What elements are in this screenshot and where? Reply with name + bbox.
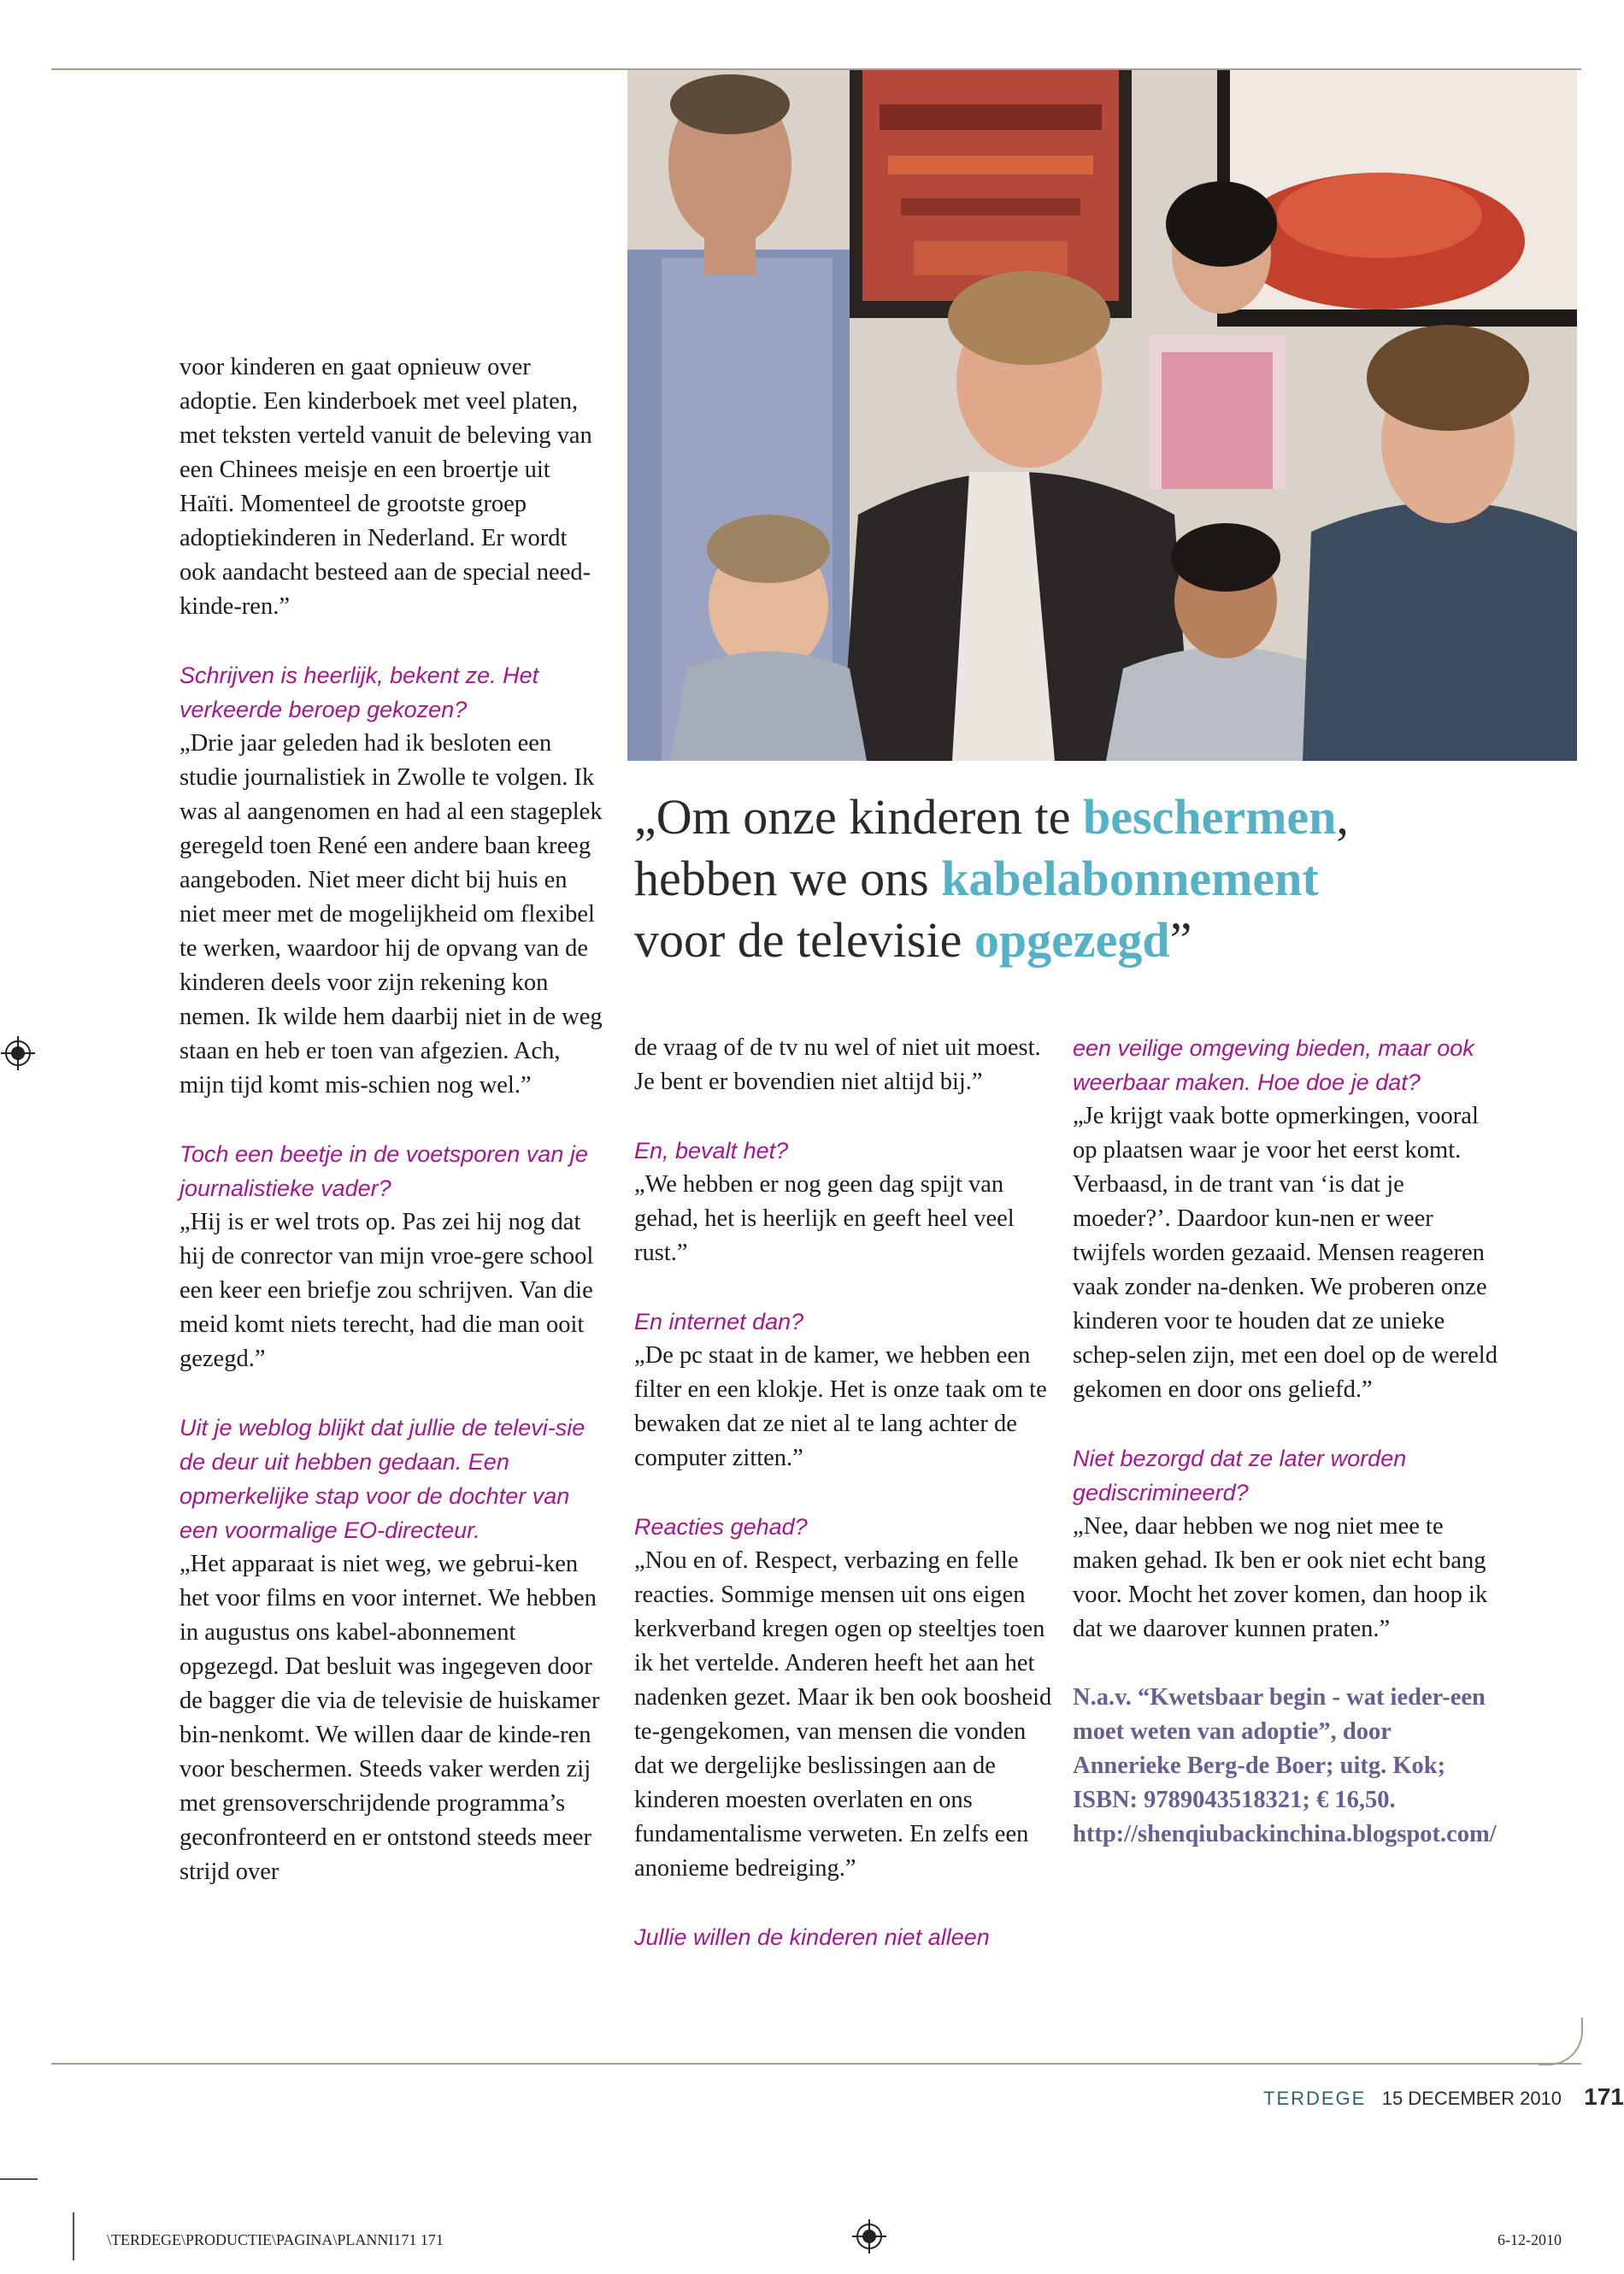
page-footer — [1263, 2083, 1624, 2111]
pull-quote — [634, 786, 1574, 971]
col2-question-1: En, bevalt het? — [634, 1138, 789, 1164]
print-slug-date: 6-12-2010 — [1497, 2231, 1562, 2248]
col1-question-2: Toch een beetje in de voetsporen van je journalistieke vader? — [179, 1141, 588, 1201]
col3-answer-1: „Je krijgt vaak botte opmerkingen, vooral op plaatsen waar je voor het eerst komt. Verbaasd, in de trant van ‘is dat je moeder?’. Daardoor kun-nen er weer twijfels worden gezaaid. Mensen reageren vaak zonder na-denken. We proberen onze kinderen voor te houden dat ze unieke schep-selen zijn, met een doel op de wereld gekomen en door ons geliefd.” — [1073, 1103, 1497, 1403]
family-photo-illustration — [627, 70, 1577, 761]
col2-answer-2: „De pc staat in de kamer, we hebben een filter en een klokje. Het is onze taak om te bewaken dat ze niet al te lang achter de computer zitten.” — [634, 1342, 1047, 1471]
col2-answer-3: „Nou en of. Respect, verbazing en felle reacties. Sommige mensen uit ons eigen kerkverband kregen ogen op steeltjes toen ik het vertelde. Anderen heeft het aan het nadenken gezet. Maar ik ben ook boosheid te-gengekomen, van mensen die vonden dat we dergelijke beslissingen aan de kinderen moesten overlaten en ons fundamentalisme verweten. En zelfs een anonieme bedreiging.” — [634, 1547, 1052, 1882]
col1-answer-1: „Drie jaar geleden had ik besloten een studie journalistiek in Zwolle te volgen. Ik was al aangenomen en had al een stageplek geregeld toen René een andere baan kreeg aangeboden. Niet meer dicht bij huis en niet meer met de mogelijkheid om flexibel te werken, waardoor hij de opvang van de kinderen deels voor zijn rekening kon nemen. Ik wilde hem daarbij niet in de weg staan en heb er toen van afgezien. Ach, mijn tijd komt mis-schien nog wel.” — [179, 730, 603, 1099]
book-credit: N.a.v. “Kwetsbaar begin - wat ieder-een moet weten van adoptie”, door Annerieke Berg-de Boer; uitg. Kok; ISBN: 9789043518321; € 16,50. http://shenqiubackinchina.blogspot.com/ — [1073, 1684, 1497, 1847]
col3-question-1: een veilige omgeving bieden, maar ook weerbaar maken. Hoe doe je dat? — [1073, 1035, 1474, 1095]
pull-quote-text-4: voor de televisie — [634, 912, 974, 968]
footer-date: 15 DECEMBER 2010 — [1381, 2088, 1562, 2109]
registration-mark-icon — [852, 2219, 886, 2253]
pull-quote-highlight-opgezegd: opgezegd — [974, 912, 1170, 968]
pull-quote-highlight-kabelabonnement: kabelabonnement — [941, 851, 1319, 906]
col1-question-3: Uit je weblog blijkt dat jullie de televi-sie de deur uit hebben gedaan. Een opmerkelijke stap voor de dochter van een voormalige EO-directeur. — [179, 1415, 585, 1543]
registration-mark-icon — [1, 1036, 35, 1070]
page-number: 171 — [1584, 2083, 1624, 2110]
col2-question-3: Reacties gehad? — [634, 1514, 808, 1540]
col1-intro: voor kinderen en gaat opnieuw over adoptie. Een kinderboek met veel platen, met teksten verteld vanuit de beleving van een Chinees meisje en een broertje uit Haïti. Momenteel de grootste groep adoptiekinderen in Nederland. Er wordt ook aandacht besteed aan de special need-kinde-ren.” — [179, 354, 592, 620]
col2-answer-1: „We hebben er nog geen dag spijt van gehad, het is heerlijk en geeft heel veel rust.” — [634, 1171, 1015, 1266]
article-column-1 — [179, 351, 607, 1889]
print-slug-path: \TERDEGE\PRODUCTIE\PAGINA\PLANNI171 171 — [107, 2231, 444, 2248]
col3-answer-2: „Nee, daar hebben we nog niet mee te maken gehad. Ik ben er ook niet echt bang voor. Mocht het zover komen, dan hoop ik dat we daarover kunnen praten.” — [1073, 1513, 1488, 1642]
pull-quote-text-1: „Om onze kinderen te — [634, 789, 1084, 845]
col2-question-2: En internet dan? — [634, 1309, 804, 1334]
crop-mark — [73, 2212, 74, 2260]
col3-question-2: Niet bezorgd dat ze later worden gediscrimineerd? — [1073, 1446, 1407, 1505]
family-photo — [627, 70, 1577, 761]
bottom-rule — [51, 2063, 1581, 2065]
article-column-3 — [1073, 1031, 1500, 1852]
article-column-2 — [634, 1031, 1062, 1954]
col2-question-4: Jullie willen de kinderen niet alleen — [634, 1924, 990, 1950]
col1-answer-3: „Het apparaat is niet weg, we gebrui-ken het voor films en voor internet. We hebben in augustus ons kabel-abonnement opgezegd. Dat besluit was ingegeven door de bagger die via de televisie de huiskamer bin-nenkomt. We willen daar de kinde-ren voor beschermen. Steeds vaker werden zij met grensoverschrijdende programma’s geconfronteerd en er ontstond steeds meer strijd over — [179, 1551, 600, 1885]
pull-quote-text-3: hebben we ons — [634, 851, 942, 906]
pull-quote-text-5: ” — [1169, 912, 1192, 968]
footer-brand: TERDEGE — [1263, 2088, 1367, 2109]
pull-quote-text-2: , — [1336, 789, 1349, 845]
page-corner-curve — [1539, 2018, 1583, 2065]
col1-answer-2: „Hij is er wel trots op. Pas zei hij nog dat hij de conrector van mijn vroe-gere school een keer een briefje zou schrijven. Van die meid komt niets terecht, had die man ooit gezegd.” — [179, 1209, 594, 1372]
col1-question-1: Schrijven is heerlijk, bekent ze. Het verkeerde beroep gekozen? — [179, 663, 539, 722]
crop-mark — [0, 2178, 38, 2180]
pull-quote-highlight-beschermen: beschermen — [1083, 789, 1337, 845]
col2-intro: de vraag of de tv nu wel of niet uit moest. Je bent er bovendien niet altijd bij.” — [634, 1034, 1041, 1095]
